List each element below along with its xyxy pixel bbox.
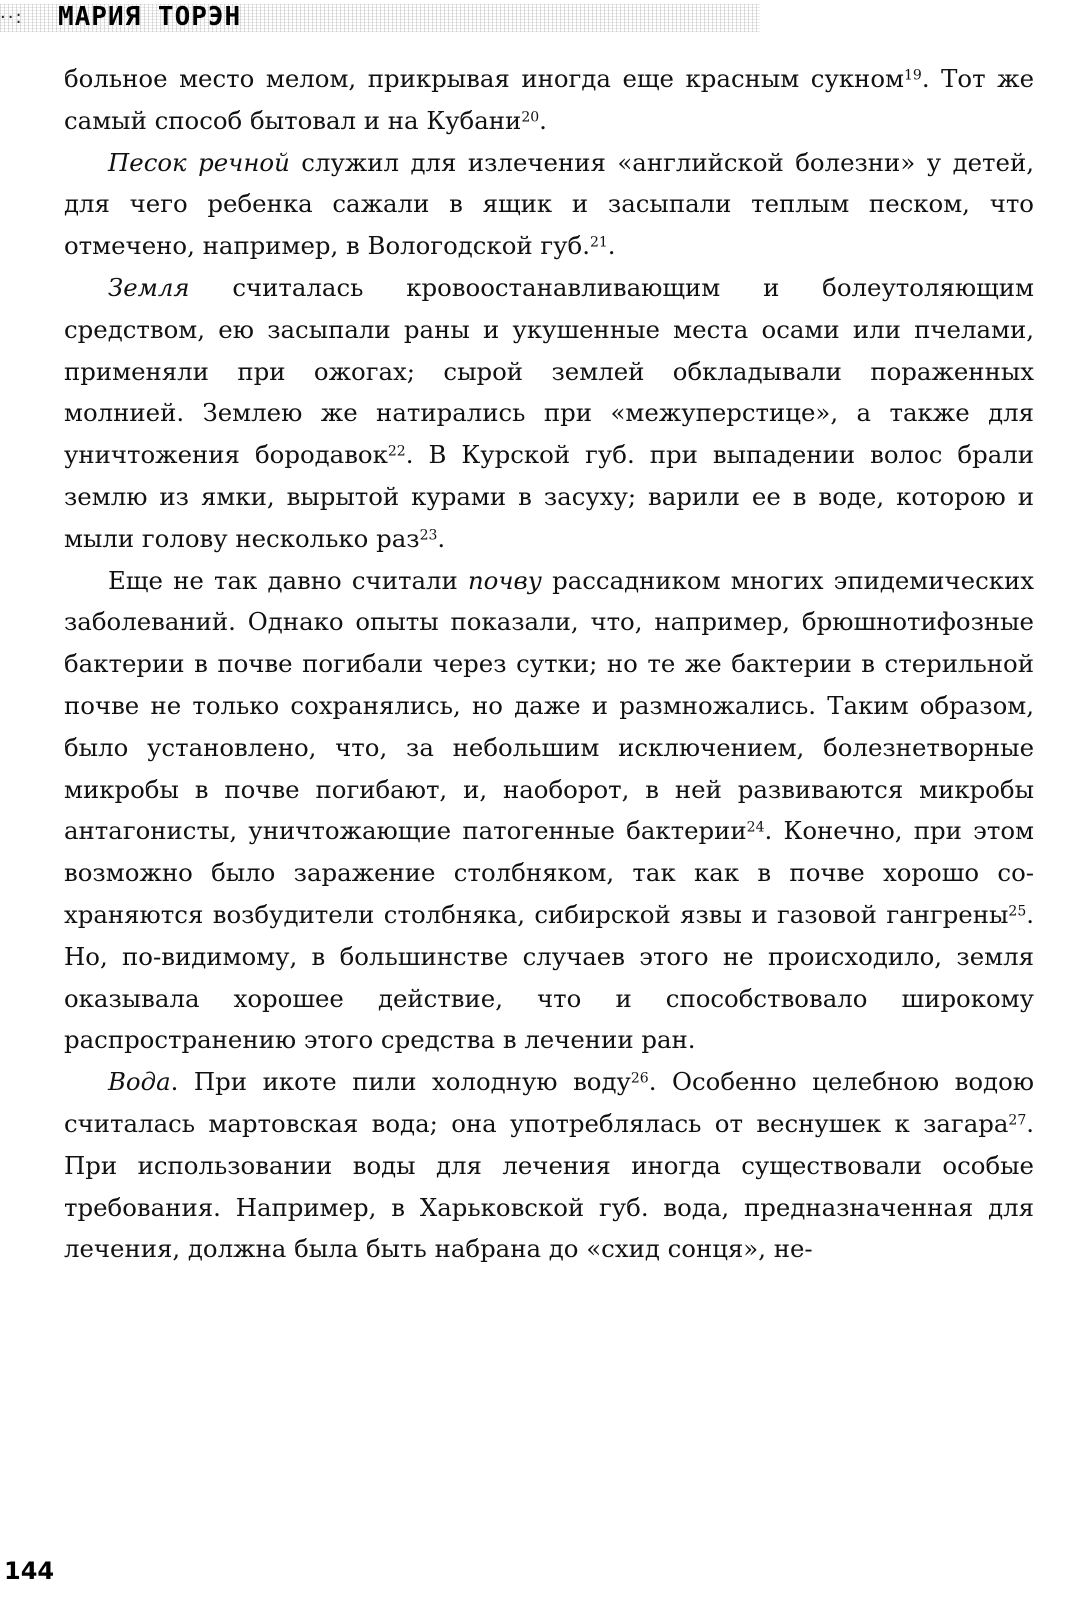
- paragraph-text: Еще не так давно считали: [108, 565, 468, 595]
- footnote-ref: 21: [589, 234, 608, 251]
- paragraph-text: .: [437, 523, 446, 553]
- header-ornament: ··:: [0, 7, 24, 28]
- italic-term: Земля: [108, 272, 190, 302]
- paragraph-text: . При использовании воды для лечения иногда существовали особые требования. Например, в Харьковской губ. вода, предназначенная для лечения, должна была быть набрана до «схид сонця», не-: [64, 1108, 1034, 1264]
- paragraph-text: считалась кровоостанавливающим и болеутоляющим средством, ею засыпали раны и укушенные места осами или пчелами, применяли при ожогах; сырой землей обкладывали пораженных молнией. Землею же натирались при «межуперстице», а также для уничтожения бородавок: [64, 272, 1034, 470]
- paragraph-text: рассадником многих эпидемических заболеваний. Однако опыты показали, что, например, брюшнотифозные бактерии в почве погибали через сутки; но те же бактерии в стерильной почве не только сохранялись, но даже и размножались. Таким образом, было установлено, что, за небольшим исключением, болезнетворные микробы в почве погибают, и, наоборот, в ней развиваются микробы антагонисты, уничтожающие патогенные бактерии: [64, 565, 1034, 846]
- paragraph-text: .: [539, 105, 547, 135]
- paragraph-text: . Особенно целебною водою считалась мартовская вода; она употреблялась от веснушек к загара: [64, 1067, 1034, 1138]
- footnote-ref: 20: [521, 109, 540, 126]
- paragraph-text: . Конечно, при этом возможно было заражение столбняком, так как в почве хорошо сохраняются возбудители столбняка, сибирской язвы и газовой гангрены: [64, 816, 1034, 929]
- italic-term: Песок речной: [108, 147, 290, 177]
- paragraph-text: . Тот же самый способ бытовал и на Кубани: [64, 64, 1034, 135]
- paragraph-text: больное место мелом, прикрывая иногда еще красным сукном: [64, 64, 904, 93]
- italic-term: Вода: [108, 1067, 171, 1097]
- page-number: 144: [4, 1557, 55, 1585]
- paragraph-text: . При икоте пили холодную воду: [170, 1067, 631, 1097]
- footnote-ref: 24: [746, 819, 765, 836]
- paragraph: [64, 58, 1034, 142]
- footnote-ref: 22: [387, 443, 406, 460]
- footnote-ref: 19: [903, 67, 922, 84]
- paragraph-text: . Но, по-видимому, в большинстве случаев этого не происходило, земля оказывала хорошее действие, что и способствовало широкому распространению этого средства в лечении ран.: [64, 899, 1034, 1055]
- body-text: [64, 58, 1034, 1270]
- footnote-ref: 26: [630, 1070, 649, 1087]
- paragraph: [64, 267, 1034, 560]
- paragraph: [64, 142, 1034, 267]
- paragraph: [64, 1061, 1034, 1270]
- running-header: [0, 0, 1068, 36]
- footnote-ref: 27: [1008, 1112, 1027, 1129]
- paragraph-text: .: [607, 231, 616, 261]
- footnote-ref: 23: [419, 527, 438, 544]
- paragraph-text: . В Курской губ. при выпадении волос брали землю из ямки, вырытой курами в засуху; варили ее в воде, которою и мыли голову несколько раз: [64, 440, 1034, 553]
- italic-term: почву: [467, 565, 542, 595]
- running-header-title: МАРИЯ ТОРЭН: [58, 2, 242, 32]
- paragraph: [64, 560, 1034, 1062]
- footnote-ref: 25: [1008, 903, 1027, 920]
- paragraph-text: служил для излечения «английской болезни» у детей, для чего ребенка сажали в ящик и засыпали теплым песком, что отмечено, например, в Вологодской губ.: [64, 147, 1034, 261]
